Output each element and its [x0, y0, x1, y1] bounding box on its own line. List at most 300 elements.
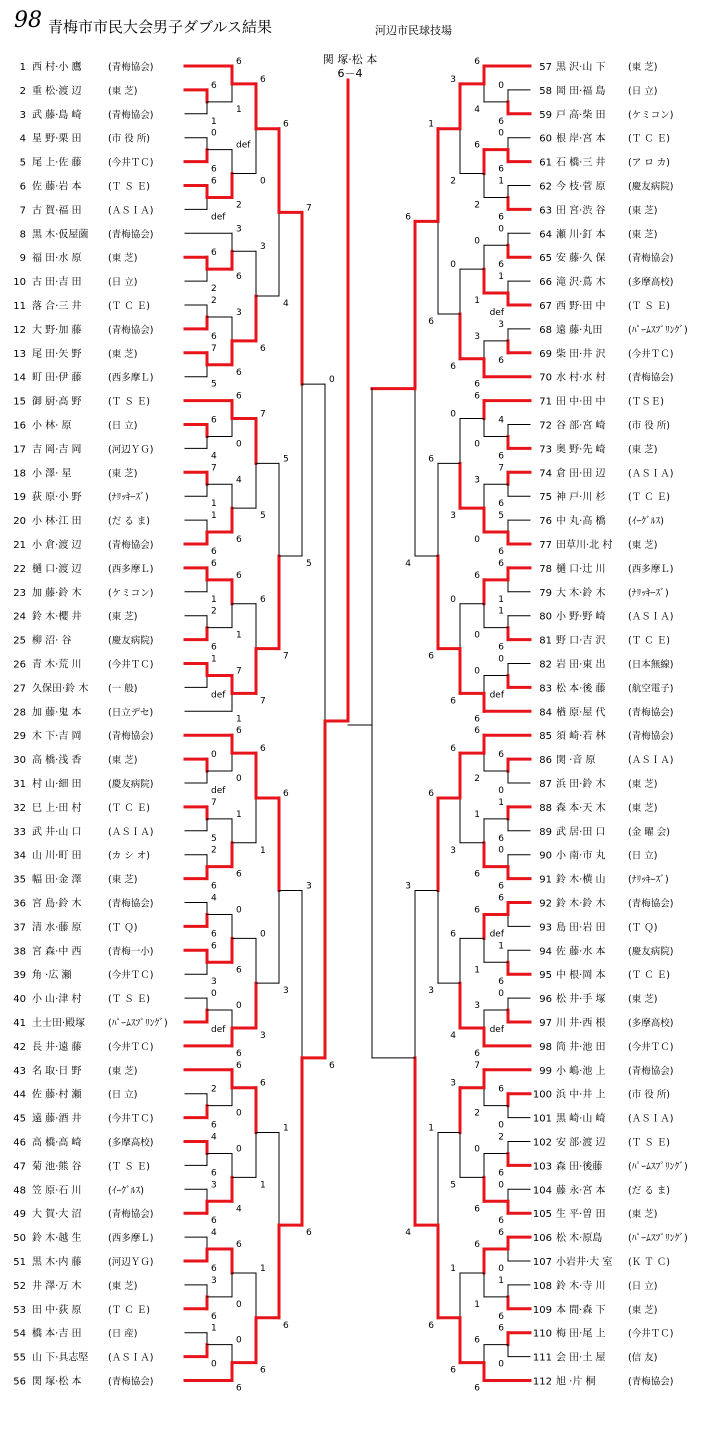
entry-names: 奥 野·先 崎 [556, 444, 606, 456]
entry-names: 加 藤·鬼 本 [32, 707, 82, 719]
match-7-score-top: 3 [236, 224, 242, 235]
entry-names: 御 厨·高 野 [32, 396, 82, 408]
entry-club: (ＡＳＩＡ) [108, 826, 154, 838]
match-3-score-bottom: def [211, 212, 226, 223]
entry-number: 51 [13, 1257, 26, 1268]
entry-club: (慶友病院) [108, 779, 154, 790]
entry-names: 小 山·津 村 [32, 994, 82, 1006]
match-105-score-bottom: 6 [474, 1383, 480, 1394]
entry-number: 42 [13, 1041, 26, 1053]
entry-club: (青梅協会) [628, 707, 674, 719]
match-62-score-top: 1 [498, 272, 504, 283]
entry-names: 生 平·曽 田 [556, 1209, 606, 1221]
entry-number: 73 [539, 444, 552, 456]
entry-number: 21 [13, 540, 26, 551]
match-57-score-bottom: 6 [498, 164, 504, 175]
match-16-score-bottom: 6 [211, 547, 217, 557]
entry-names: 古 田·吉 田 [32, 277, 82, 289]
match-60-score-top: 3 [450, 74, 456, 85]
match-98-score-top: 0 [498, 1180, 504, 1191]
entry-number: 83 [539, 683, 552, 695]
match-64-score-top: 3 [498, 319, 504, 330]
match-21-score-top: 6 [236, 570, 242, 581]
entry-number: 108 [532, 1280, 552, 1292]
entry-names: 本 間·森 下 [556, 1304, 606, 1316]
entry-club: (青梅協会) [108, 540, 154, 551]
entry-names: 山 川·町 田 [32, 850, 82, 862]
entry-names: 瀬 川·釘 本 [556, 229, 606, 241]
entry-number: 53 [13, 1304, 26, 1316]
entry-number: 49 [13, 1209, 26, 1221]
match-44-score-top: 0 [236, 1144, 242, 1155]
entry-names: 小 南·市 丸 [556, 850, 606, 862]
entry-number: 91 [539, 874, 552, 886]
entry-number: 60 [539, 133, 552, 145]
match-50-score-bottom: 6 [236, 1383, 242, 1394]
match-86-score-top: 1 [474, 809, 480, 820]
match-83-score-bottom: 2 [474, 774, 480, 785]
match-17-score-top: 4 [236, 475, 242, 486]
entry-number: 18 [13, 468, 26, 480]
match-52-score-top: 1 [283, 1123, 289, 1134]
match-42-score-bottom: 6 [211, 1168, 217, 1179]
entry-club: (東 芝) [628, 540, 658, 551]
entry-club: (青梅協会) [628, 253, 674, 265]
match-35-score-bottom: 6 [236, 965, 242, 976]
match-64-score-bottom: 6 [498, 355, 504, 366]
entry-names: 浜 田·鈴 木 [556, 779, 606, 790]
entry-club: (河辺ＹＧ) [108, 444, 154, 456]
entry-number: 94 [539, 946, 552, 958]
entry-names: 荻 原·小 野 [32, 492, 82, 504]
entry-club: (日 立) [628, 85, 658, 97]
entry-number: 88 [539, 802, 552, 814]
entry-number: 35 [13, 874, 26, 886]
match-88-score-bottom: def [489, 929, 504, 940]
entry-club: (ＡＳＩＡ) [628, 468, 674, 480]
match-80-score-bottom: 6 [428, 651, 434, 662]
entry-club: (東 芝) [108, 85, 138, 97]
entry-club: (東 芝) [628, 1209, 658, 1221]
match-90-score-bottom: 1 [474, 965, 480, 976]
entry-number: 52 [13, 1280, 26, 1292]
match-59-score-top: 6 [474, 140, 480, 151]
entry-club: (ＡＳＩＡ) [628, 1113, 674, 1125]
match-12-score-top: 6 [283, 119, 289, 130]
entry-names: 橋 本·吉 田 [32, 1328, 82, 1340]
match-76-score-bottom: 0 [474, 630, 480, 641]
match-6-score-top: 6 [211, 248, 217, 259]
match-4-score-top: def [236, 140, 251, 151]
match-40-score-top: 2 [211, 1084, 217, 1095]
match-1-score-bottom: 1 [236, 104, 242, 115]
entry-club: (慶友病院) [628, 181, 674, 193]
entry-club: (日立デセ) [108, 707, 154, 719]
match-39-score-top: 6 [283, 788, 289, 799]
entry-number: 7 [19, 205, 26, 217]
entry-number: 22 [13, 563, 26, 575]
entry-club: (青梅協会) [108, 1376, 154, 1388]
entry-club: (ﾅﾘｯｷｰｽﾞ) [108, 492, 149, 504]
venue-label: 河辺市民球技場 [375, 24, 452, 37]
match-49-score-top: 1 [211, 1323, 217, 1334]
entry-names: 菊 池·熊 谷 [32, 1161, 82, 1173]
match-2-score-top: 0 [211, 128, 217, 139]
entry-club: (ｲｰｸﾞﾙｽ) [628, 516, 664, 528]
entry-names: 落 合·三 井 [32, 301, 82, 312]
entry-club: (今井ＴＣ) [628, 348, 674, 360]
match-88-score-top: 6 [498, 893, 504, 904]
match-77-score-bottom: def [489, 690, 504, 701]
entry-names: 樋 口·辻 川 [556, 563, 606, 575]
entry-club: (多摩高校) [108, 1137, 154, 1149]
match-22-score-bottom: def [211, 690, 226, 701]
entry-names: 田 中·荻 原 [32, 1304, 82, 1316]
match-74-score-top: 6 [498, 558, 504, 569]
match-69-score-top: 6 [474, 391, 480, 402]
match-107-score-bottom: 6 [428, 1320, 434, 1331]
entry-names: 中 丸·高 橋 [556, 516, 606, 528]
match-71-score-bottom: 6 [498, 547, 504, 557]
champion-names: 関 塚·松 本 [322, 53, 378, 66]
entry-club: (ｲｰｸﾞﾙｽ) [108, 1185, 144, 1197]
match-76-score-top: 6 [474, 570, 480, 581]
entry-club: (日本無線) [628, 659, 674, 671]
entry-number: 36 [13, 898, 26, 910]
entry-club: (多摩高校) [628, 277, 674, 289]
entry-names: 田 中·田 中 [556, 396, 606, 408]
entry-names: 西 村·小 鷹 [32, 62, 82, 73]
entry-names: 樋 口·渡 辺 [32, 563, 82, 575]
match-85-score-bottom: 6 [498, 881, 504, 892]
entry-number: 84 [539, 707, 552, 719]
entry-number: 20 [13, 516, 26, 528]
match-89-score-top: 1 [498, 941, 504, 952]
page-title: 青梅市市民大会男子ダブルス結果 [48, 18, 272, 36]
entry-club: (東 芝) [628, 205, 658, 217]
entry-number: 100 [532, 1089, 552, 1101]
entry-names: 島 田·岩 田 [556, 922, 606, 934]
match-104-score-bottom: 0 [498, 1359, 504, 1370]
entry-names: 森 本·天 木 [556, 802, 606, 814]
entry-club: (東 芝) [108, 874, 138, 886]
entry-number: 63 [539, 205, 552, 217]
match-100-score-top: 3 [450, 1078, 456, 1089]
match-53-score-bottom: 6 [306, 1228, 312, 1239]
entry-club: (ﾊﾟｰﾑｽﾌﾟﾘﾝｸﾞ) [628, 1233, 688, 1245]
entry-names: 武 藤·島 崎 [32, 109, 82, 121]
entry-club: (青梅協会) [108, 731, 154, 743]
match-71-score-top: 5 [498, 511, 504, 522]
entry-number: 41 [13, 1018, 26, 1029]
entry-number: 74 [539, 468, 552, 480]
entry-names: 安 部·渡 辺 [556, 1137, 606, 1149]
match-18-score-top: 7 [260, 409, 266, 420]
match-67-score-bottom: 6 [428, 316, 434, 327]
entry-names: 鈴 木·越 生 [32, 1233, 82, 1245]
entry-club: (慶友病院) [628, 946, 674, 958]
entry-names: 鈴 木·寺 川 [556, 1280, 606, 1292]
match-4-score-bottom: 2 [236, 200, 242, 211]
entry-names: 野 口·吉 沢 [556, 635, 606, 647]
match-33-score-top: 4 [211, 893, 217, 904]
entry-names: 石 橋·三 井 [556, 157, 606, 169]
entry-names: 小岩井·大 室 [556, 1257, 613, 1268]
entry-number: 25 [13, 635, 26, 647]
match-34-score-top: 6 [211, 941, 217, 952]
entry-names: 小 林· 原 [32, 420, 72, 432]
entry-club: (カ シ オ) [108, 850, 150, 862]
entry-names: 久保田·鈴 木 [32, 683, 89, 695]
entry-names: 松 木·原島 [556, 1233, 603, 1245]
entry-names: 岩 田·東 出 [556, 659, 606, 671]
match-8-score-bottom: 6 [211, 331, 217, 342]
entry-number: 54 [13, 1328, 26, 1340]
entry-number: 87 [539, 779, 552, 790]
match-90-score-top: 6 [474, 905, 480, 916]
match-91-score-top: 0 [498, 989, 504, 1000]
entry-club: (東 芝) [108, 755, 138, 767]
match-11-score-bottom: 6 [260, 343, 266, 354]
entry-club: (金 曜 会) [628, 826, 670, 838]
entry-number: 85 [539, 731, 552, 743]
entry-number: 4 [19, 133, 26, 145]
entry-number: 68 [539, 324, 552, 336]
entry-names: 宮 島·鈴 木 [32, 898, 82, 910]
match-9-score-bottom: 5 [211, 379, 217, 390]
entry-number: 106 [532, 1233, 552, 1245]
match-26-score-bottom: 5 [306, 558, 312, 569]
entry-club: (青梅一小) [108, 946, 154, 958]
entry-club: (Ｔ Ｃ Ｅ) [628, 492, 670, 504]
match-40-score-bottom: 6 [211, 1120, 217, 1131]
match-12-score-bottom: 4 [283, 299, 289, 310]
entry-number: 111 [532, 1352, 552, 1364]
entry-number: 57 [539, 62, 552, 73]
entry-club: (西多摩Ｌ) [108, 563, 154, 575]
entry-number: 77 [539, 540, 552, 551]
match-65-score-top: 3 [474, 331, 480, 342]
entry-club: (今井ＴＣ) [108, 157, 154, 169]
entry-number: 69 [539, 348, 552, 360]
match-5-score-top: 6 [260, 74, 266, 85]
entry-club: (ﾊﾟｰﾑｽﾌﾟﾘﾝｸﾞ) [628, 324, 688, 336]
match-75-score-bottom: 6 [498, 642, 504, 653]
entry-number: 16 [13, 420, 26, 432]
entry-club: (航空電子) [628, 683, 674, 695]
match-25-score-bottom: 7 [283, 651, 289, 662]
match-82-score-top: 6 [498, 750, 504, 761]
entry-names: 佐 藤·岩 本 [32, 181, 82, 193]
entry-number: 5 [19, 157, 26, 169]
entry-names: 木 下·吉 岡 [32, 731, 82, 743]
entry-number: 12 [13, 324, 26, 336]
entry-club: (西多摩Ｌ) [108, 1233, 154, 1245]
entry-number: 76 [539, 516, 552, 528]
entry-club: (Ｔ Ｓ Ｅ) [108, 1161, 150, 1173]
match-93-score-top: 6 [450, 929, 456, 940]
match-51-score-top: 1 [260, 1263, 266, 1274]
match-79-score-top: 0 [450, 594, 456, 605]
entry-names: 村 山·細 田 [32, 779, 82, 790]
entry-club: (Ｔ Ｃ Ｅ) [628, 133, 670, 145]
entry-club: (Ｔ Ｃ Ｅ) [108, 301, 150, 312]
entry-number: 29 [13, 731, 26, 743]
entry-names: 楢 原·屋 代 [556, 707, 606, 719]
entry-names: 黒 木·内 藤 [32, 1257, 82, 1268]
entry-number: 95 [539, 970, 552, 982]
entry-number: 75 [539, 492, 552, 504]
entry-club: (だ る ま) [108, 516, 150, 528]
match-0-score-bottom: 1 [211, 116, 217, 127]
entry-number: 61 [539, 157, 552, 169]
match-108-score-top: 3 [405, 881, 411, 892]
match-101-score-bottom: 0 [498, 1264, 504, 1274]
entry-number: 28 [13, 707, 26, 719]
entry-names: 清 水·藤 原 [32, 922, 82, 934]
entry-number: 48 [13, 1185, 26, 1197]
entry-names: 小 澤· 星 [32, 468, 72, 480]
match-37-score-top: 0 [236, 1001, 242, 1012]
entry-names: 黒 崎·山 崎 [556, 1113, 606, 1125]
entry-number: 96 [539, 994, 552, 1006]
entry-club: (青梅協会) [628, 1065, 674, 1077]
match-78-score-top: 0 [474, 666, 480, 677]
entry-names: 笠 原·石 川 [32, 1185, 82, 1197]
match-78-score-bottom: 6 [474, 714, 480, 725]
match-10-score-bottom: 6 [236, 367, 242, 378]
entry-club: (青梅協会) [108, 324, 154, 336]
entry-club: (日 立) [628, 1280, 658, 1292]
entry-club: (日 立) [108, 277, 138, 289]
match-66-score-top: 0 [450, 260, 456, 271]
entry-number: 9 [19, 253, 26, 265]
match-31-score-bottom: 6 [236, 869, 242, 880]
match-23-score-bottom: 1 [236, 714, 242, 725]
entry-names: 福 田·水 原 [32, 253, 82, 265]
entry-number: 82 [539, 659, 552, 671]
entry-number: 67 [539, 301, 552, 312]
entry-club: (東 芝) [628, 802, 658, 814]
match-92-score-top: 3 [474, 1001, 480, 1012]
match-75-score-top: 1 [498, 606, 504, 617]
match-93-score-bottom: 4 [450, 1030, 456, 1041]
entry-club: (ﾊﾟｰﾑｽﾌﾟﾘﾝｸﾞ) [108, 1018, 168, 1029]
entry-names: 佐 藤·村 瀬 [32, 1089, 82, 1101]
entry-number: 80 [539, 611, 552, 623]
entry-number: 64 [539, 229, 552, 241]
match-102-score-top: 1 [498, 1275, 504, 1286]
entry-number: 89 [539, 826, 552, 838]
entry-club: (青梅協会) [628, 898, 674, 910]
match-92-score-bottom: 6 [474, 1048, 480, 1059]
entry-names: 黒 沢·山 下 [556, 62, 606, 73]
entry-number: 79 [539, 587, 552, 599]
match-19-score-bottom: 1 [211, 594, 217, 605]
entry-number: 62 [539, 181, 552, 193]
match-38-score-top: 0 [260, 929, 266, 940]
match-14-score-top: 6 [236, 391, 242, 402]
match-106-score-top: 1 [450, 1263, 456, 1274]
match-72-score-top: 3 [474, 475, 480, 486]
match-58-score-bottom: 6 [498, 212, 504, 223]
match-72-score-bottom: 0 [474, 535, 480, 546]
match-97-score-bottom: 6 [498, 1168, 504, 1179]
match-81-score-top: 6 [405, 212, 411, 223]
entry-club: (東 芝) [628, 229, 658, 241]
match-81-score-bottom: 4 [405, 558, 411, 569]
match-46-score-bottom: 6 [211, 1264, 217, 1274]
match-20-score-bottom: 6 [211, 642, 217, 653]
entry-names: 重 松·渡 辺 [32, 85, 82, 97]
match-101-score-top: 6 [498, 1228, 504, 1239]
entry-names: 松 本·後 藤 [556, 683, 606, 695]
entry-number: 13 [13, 348, 26, 360]
match-84-score-bottom: 6 [498, 833, 504, 844]
entry-club: (今井ＴＣ) [628, 1328, 674, 1340]
match-58-score-top: 1 [498, 176, 504, 187]
entry-names: 山 下·具志堅 [32, 1352, 89, 1364]
entry-number: 43 [13, 1065, 26, 1077]
entry-club: (ア ロ カ) [628, 157, 670, 169]
match-13-score-top: 6 [211, 415, 217, 426]
match-13-score-bottom: 4 [211, 451, 217, 462]
entry-number: 23 [13, 587, 26, 599]
entry-number: 72 [539, 420, 552, 432]
entry-names: 吉 岡·吉 岡 [32, 444, 82, 456]
entry-number: 112 [532, 1376, 552, 1388]
match-96-score-top: 7 [474, 1060, 480, 1071]
entry-names: 水 村·水 村 [556, 372, 606, 384]
entry-club: (青梅協会) [108, 109, 154, 121]
match-41-score-bottom: 0 [236, 1108, 242, 1119]
entry-names: 武 居·田 口 [556, 826, 606, 838]
entry-names: 浜 中·井 上 [556, 1089, 606, 1101]
entry-names: 滝 沢·蔦 木 [556, 277, 606, 289]
entry-names: 田草川·北 村 [556, 540, 613, 551]
entry-names: 小 倉·渡 辺 [32, 540, 82, 551]
entry-names: 武 井·山 口 [32, 826, 82, 838]
match-46-score-top: 4 [211, 1228, 217, 1239]
match-43-score-bottom: 6 [211, 1216, 217, 1227]
entry-club: (日 産) [108, 1328, 138, 1340]
match-32-score-top: 6 [260, 744, 266, 755]
entry-names: 大 木·鈴 木 [556, 587, 606, 599]
entry-names: 筒 井·池 田 [556, 1041, 606, 1053]
entry-number: 31 [13, 779, 26, 790]
entry-club: (市 役 所) [628, 1089, 670, 1101]
entry-club: (ﾅﾘｯｷｰｽﾞ) [628, 587, 669, 599]
match-48-score-top: 6 [236, 1240, 242, 1251]
entry-number: 19 [13, 492, 26, 504]
entry-club: (一 般) [108, 683, 138, 695]
champion-score: 6－4 [337, 67, 363, 80]
entry-number: 102 [532, 1137, 552, 1149]
entry-names: 長 井·遠 藤 [32, 1041, 82, 1053]
match-66-score-bottom: 6 [450, 361, 456, 372]
entry-club: (ＡＳＩＡ) [108, 1352, 154, 1364]
entry-club: (Ｔ Ｓ Ｅ) [108, 994, 150, 1006]
entry-number: 81 [539, 635, 552, 647]
entry-club: (東 芝) [628, 994, 658, 1006]
match-23-score-top: 7 [236, 666, 242, 677]
entry-names: 土士田·殿塚 [32, 1018, 86, 1029]
entry-club: (東 芝) [108, 253, 138, 265]
match-34-score-bottom: 3 [211, 977, 217, 988]
entry-club: (ケミコン) [628, 109, 674, 121]
entry-club: (青梅協会) [108, 229, 154, 241]
entry-number: 37 [13, 922, 26, 934]
